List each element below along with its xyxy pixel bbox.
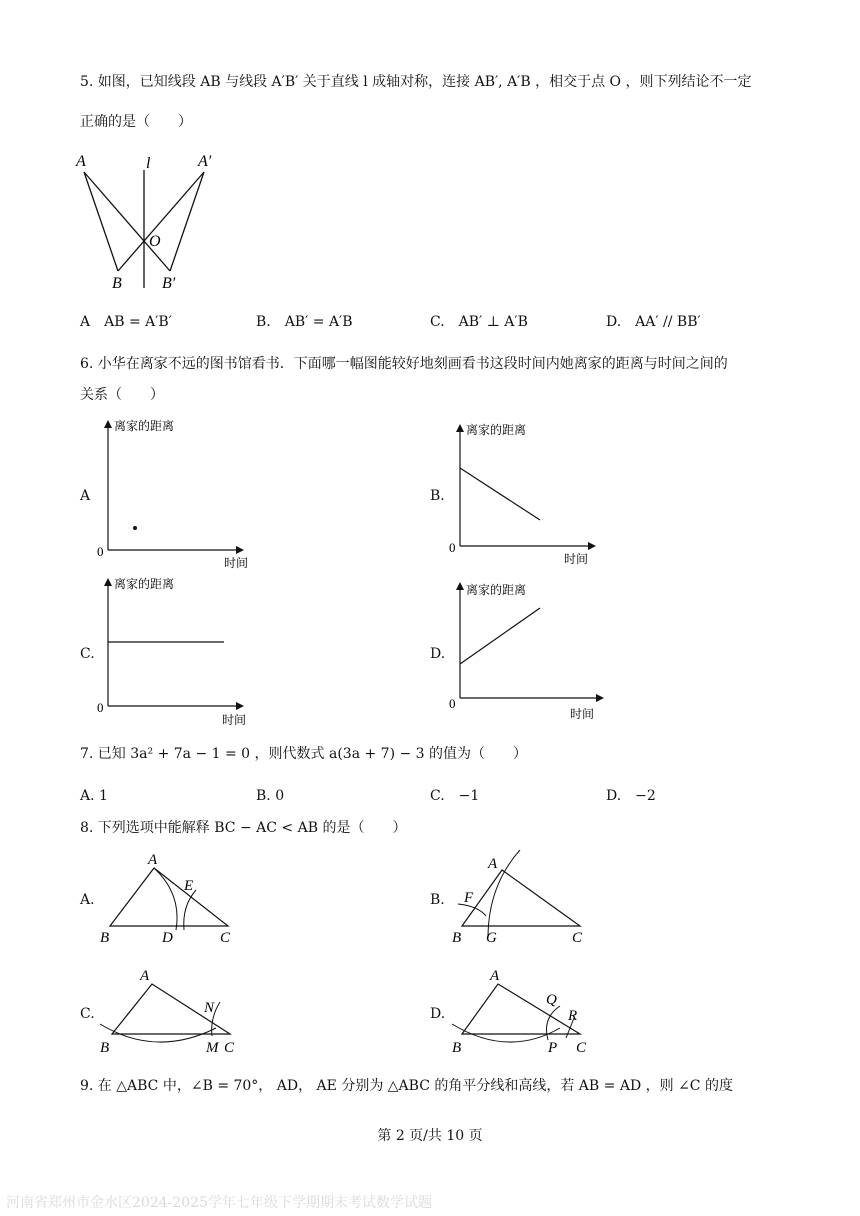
q5-stem-line2: 正确的是（ ） bbox=[80, 114, 192, 130]
q6-graph-b bbox=[446, 420, 616, 580]
q8a-label-D: D bbox=[162, 930, 173, 946]
q8-figure-a bbox=[96, 850, 256, 950]
q5-option-d[interactable]: D. AA′ // BB′ bbox=[606, 314, 701, 330]
q5-label-A-prime: A′ bbox=[198, 153, 212, 170]
q8d-label-B: B bbox=[452, 1040, 462, 1056]
q6b-origin: 0 bbox=[449, 540, 456, 555]
q6d-y-label: 离家的距离 bbox=[466, 583, 527, 597]
q8b-label-F: F bbox=[464, 890, 474, 906]
q6b-y-label: 离家的距离 bbox=[466, 423, 527, 437]
q5-option-b[interactable]: B. AB′ = A′B bbox=[256, 314, 353, 330]
q5-label-l: l bbox=[146, 155, 151, 172]
q8-figure-b bbox=[448, 846, 608, 946]
q8a-label-B: B bbox=[100, 930, 110, 946]
q6c-origin: 0 bbox=[97, 700, 104, 715]
q8c-label-B: B bbox=[100, 1040, 110, 1056]
q6-option-b-label[interactable]: B. bbox=[430, 488, 445, 504]
q8b-label-C: C bbox=[572, 930, 583, 946]
q7-option-a[interactable]: A. 1 bbox=[80, 788, 108, 804]
q6-option-d-label[interactable]: D. bbox=[430, 646, 446, 662]
q6-graph-a bbox=[94, 416, 264, 576]
q6-graph-d bbox=[446, 578, 616, 738]
q8b-label-G: G bbox=[486, 930, 497, 946]
q7-option-d[interactable]: D. −2 bbox=[606, 788, 656, 804]
q8d-label-R: R bbox=[568, 1008, 578, 1024]
q6b-x-label: 时间 bbox=[564, 552, 589, 566]
q6-option-a-label[interactable]: A bbox=[80, 488, 91, 504]
q8c-label-A: A bbox=[140, 968, 150, 984]
q7-option-c[interactable]: C. −1 bbox=[430, 788, 480, 804]
q8-figure-c bbox=[96, 962, 256, 1062]
q5-option-c[interactable]: C. AB′ ⊥ A′B bbox=[430, 314, 528, 330]
q6d-x-label: 时间 bbox=[570, 707, 595, 721]
q8a-label-E: E bbox=[184, 878, 194, 894]
q6-stem-line1: 6. 小华在离家不远的图书馆看书．下面哪一幅图能较好地刻画看书这段时间内她离家的距离与时间之间的 bbox=[80, 356, 728, 372]
q6a-origin: 0 bbox=[97, 544, 104, 559]
q9-stem: 9. 在 △ABC 中，∠B = 70°， AD， AE 分别为 △ABC 的角平分线和高线，若 AB = AD ，则 ∠C 的度 bbox=[80, 1078, 733, 1094]
q5-figure bbox=[70, 150, 230, 300]
q6d-origin: 0 bbox=[449, 696, 456, 711]
watermark: 河南省郑州市金水区2024-2025学年七年级下学期期末考试数学试题 bbox=[6, 1195, 432, 1211]
q7-stem: 7. 已知 3a² + 7a − 1 = 0 ，则代数式 a(3a + 7) − 3 的值为（ ） bbox=[80, 746, 528, 762]
q6a-x-label: 时间 bbox=[224, 556, 249, 570]
q8-figure-d bbox=[448, 962, 608, 1062]
q8-option-d-label[interactable]: D. bbox=[430, 1006, 446, 1022]
q8b-label-A: A bbox=[488, 856, 498, 872]
q6-option-c-label[interactable]: C. bbox=[80, 646, 95, 662]
q8c-label-C: C bbox=[224, 1040, 235, 1056]
q5-label-O: O bbox=[149, 233, 161, 250]
q5-stem-line1: 5. 如图，已知线段 AB 与线段 A′B′ 关于直线 l 成轴对称，连接 AB′, A′B ，相交于点 O ，则下列结论不一定 bbox=[80, 74, 752, 90]
q6a-y-label: 离家的距离 bbox=[114, 419, 175, 433]
q7-option-b[interactable]: B. 0 bbox=[256, 788, 285, 804]
q8a-label-A: A bbox=[148, 852, 158, 868]
q8d-label-Q: Q bbox=[546, 992, 557, 1008]
q8d-label-C: C bbox=[576, 1040, 587, 1056]
q8-option-c-label[interactable]: C. bbox=[80, 1006, 95, 1022]
q6-stem-line2: 关系（ ） bbox=[80, 387, 164, 403]
q6-graph-c bbox=[94, 574, 264, 734]
q8-option-b-label[interactable]: B. bbox=[430, 892, 445, 908]
q8c-label-M: M bbox=[206, 1040, 219, 1056]
q5-label-A: A bbox=[76, 153, 86, 170]
q8-option-a-label[interactable]: A. bbox=[80, 892, 95, 908]
q8b-label-B: B bbox=[452, 930, 462, 946]
q8d-label-P: P bbox=[548, 1040, 558, 1056]
q8-stem: 8. 下列选项中能解释 BC − AC < AB 的是（ ） bbox=[80, 820, 407, 836]
q8c-label-N: N bbox=[204, 1000, 215, 1016]
q8a-label-C: C bbox=[220, 930, 231, 946]
q5-label-B-prime: B′ bbox=[162, 275, 176, 292]
page-footer: 第 2 页/共 10 页 bbox=[377, 1128, 483, 1144]
q6c-x-label: 时间 bbox=[222, 713, 247, 727]
q5-label-B: B bbox=[112, 275, 122, 292]
q6c-y-label: 离家的距离 bbox=[114, 577, 175, 591]
q5-option-a[interactable]: A AB = A′B′ bbox=[80, 314, 172, 330]
q8d-label-A: A bbox=[490, 968, 500, 984]
